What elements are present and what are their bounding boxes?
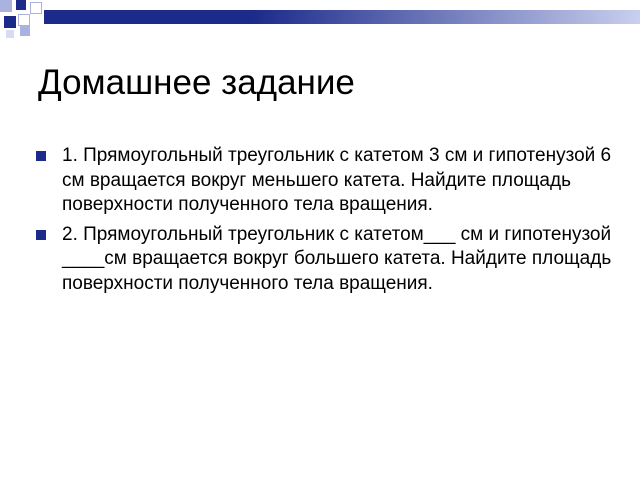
header-gradient-band [44,10,640,24]
decor-square-1 [0,0,12,12]
slide-title: Домашнее задание [38,63,355,102]
list-item [36,144,616,218]
decor-square-6 [20,26,30,36]
square-bullet-icon [36,230,46,240]
decor-square-5 [18,14,30,26]
decor-square-4 [4,16,16,28]
list-item-text: 1. Прямоугольный треугольник с катетом 3 см и гипотенузой 6 см вращается вокруг меньшего катета. Найдите площадь поверхности полученного тела вращения. [62,145,612,215]
list-item-text: 2. Прямоугольный треугольник с катетом___ см и гипотенузой ____см вращается вокруг большего катета. Найдите площадь поверхности полученного тела вращения. [62,223,612,294]
decor-square-7 [6,30,14,38]
decor-square-2 [16,0,26,10]
list-item [36,223,616,297]
square-bullet-icon [36,151,46,161]
slide-content [36,144,616,301]
decor-square-3 [30,2,42,14]
